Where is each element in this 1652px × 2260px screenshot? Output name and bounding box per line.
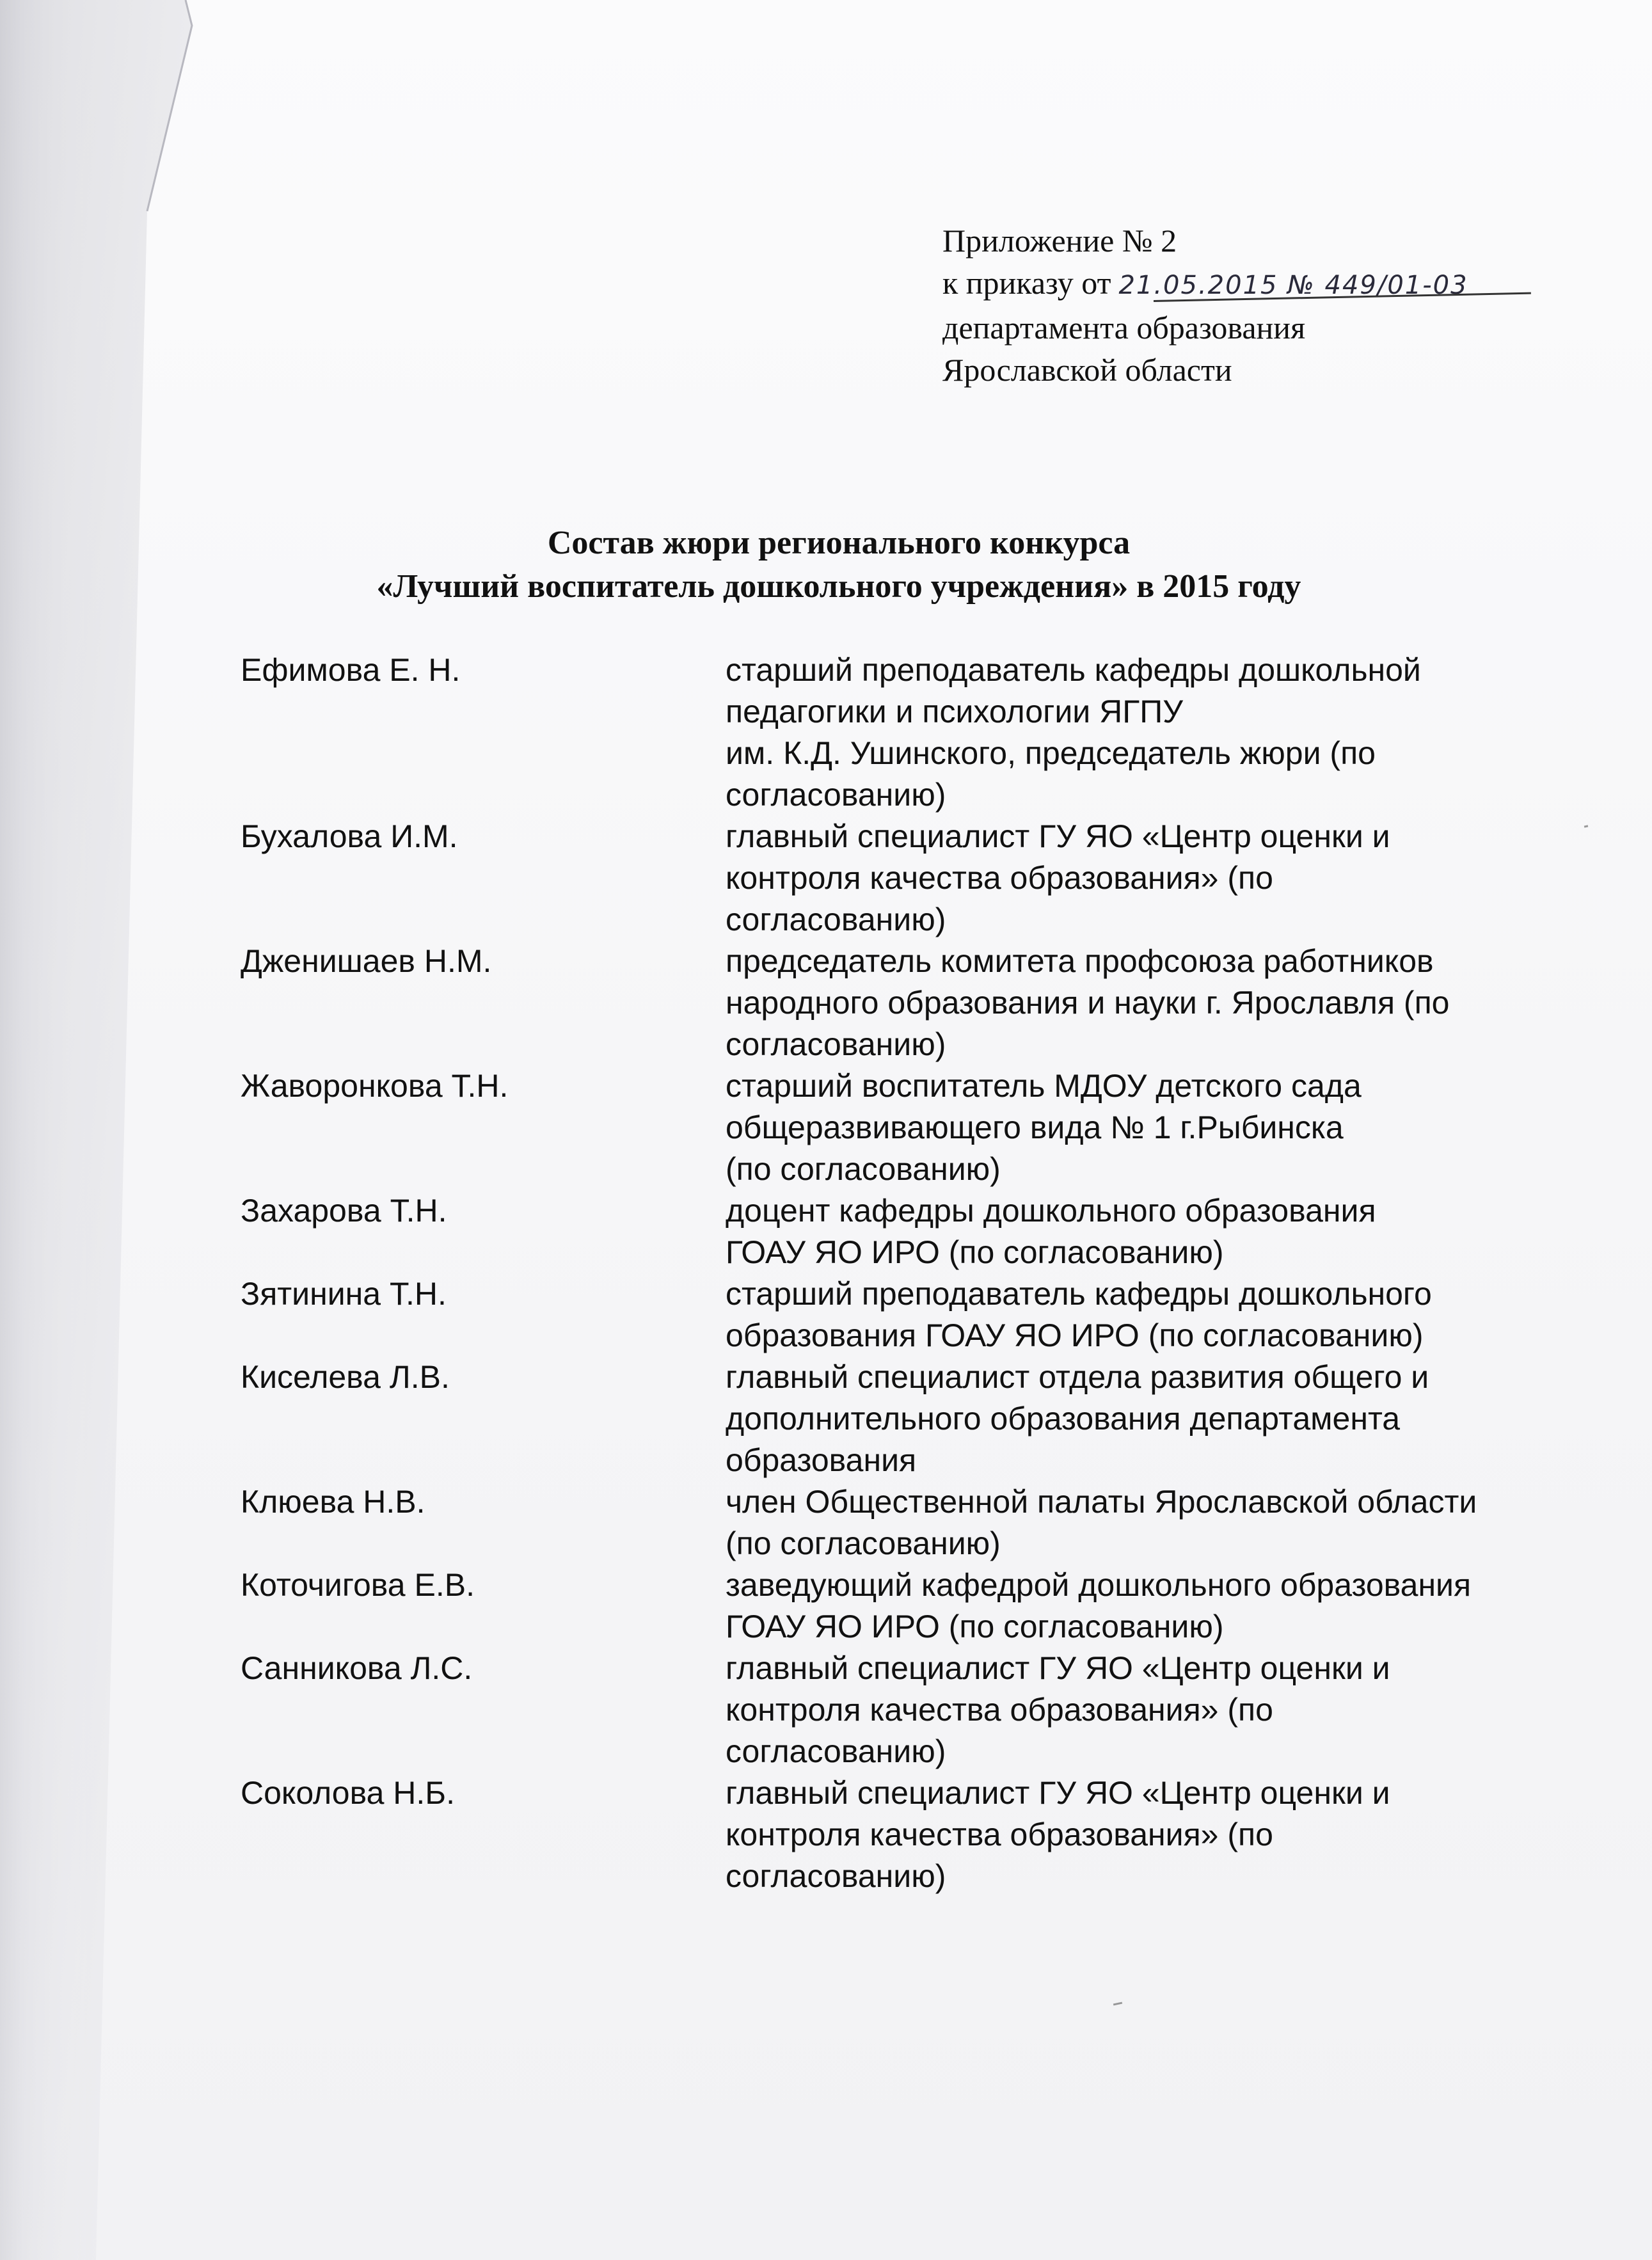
jury-member-role bbox=[726, 941, 1597, 1065]
role-line: старший воспитатель МДОУ детского сада bbox=[726, 1068, 1362, 1104]
jury-member-row bbox=[241, 1481, 1597, 1564]
role-line: согласованию) bbox=[726, 1858, 946, 1894]
role-line: (по согласованию) bbox=[726, 1151, 1001, 1187]
jury-member-role bbox=[726, 1481, 1597, 1564]
document-header bbox=[942, 219, 1468, 391]
jury-member-row bbox=[241, 1273, 1597, 1357]
role-line: дополнительного образования департамента bbox=[726, 1401, 1401, 1436]
jury-member-role bbox=[726, 1564, 1597, 1648]
role-line: ГОАУ ЯО ИРО (по согласованию) bbox=[726, 1234, 1224, 1270]
role-line: доцент кафедры дошкольного образования bbox=[726, 1193, 1376, 1229]
role-line: образования bbox=[726, 1442, 917, 1478]
role-line: согласованию) bbox=[726, 902, 946, 937]
jury-member-name: Киселева Л.В. bbox=[241, 1359, 450, 1395]
role-line: педагогики и психологии ЯГПУ bbox=[726, 694, 1183, 729]
role-line: главный специалист ГУ ЯО «Центр оценки и bbox=[726, 818, 1390, 854]
jury-member-name: Клюева Н.В. bbox=[241, 1484, 425, 1520]
jury-member-row bbox=[241, 649, 1597, 816]
jury-member-role bbox=[726, 1065, 1597, 1190]
jury-member-role bbox=[726, 1273, 1597, 1357]
jury-member-row bbox=[241, 1190, 1597, 1273]
scan-speck bbox=[1113, 2002, 1122, 2006]
jury-member-name: Коточигова Е.В. bbox=[241, 1567, 475, 1603]
role-line: народного образования и науки г. Ярославля (по bbox=[726, 985, 1450, 1021]
role-line: контроля качества образования» (по bbox=[726, 1692, 1273, 1728]
order-prefix: к приказу от bbox=[942, 265, 1111, 301]
jury-member-row bbox=[241, 1065, 1597, 1190]
jury-member-role bbox=[726, 649, 1597, 816]
role-line: главный специалист отдела развития общего и bbox=[726, 1359, 1429, 1395]
order-reference bbox=[942, 262, 1468, 306]
appendix-label: Приложение № 2 bbox=[942, 223, 1177, 259]
jury-member-row bbox=[241, 1648, 1597, 1772]
title-line-2: «Лучший воспитатель дошкольного учреждения» в 2015 году bbox=[376, 568, 1301, 605]
role-line: ГОАУ ЯО ИРО (по согласованию) bbox=[726, 1609, 1224, 1644]
jury-member-row bbox=[241, 1772, 1597, 1897]
role-line: (по согласованию) bbox=[726, 1525, 1001, 1561]
role-line: контроля качества образования» (по bbox=[726, 1817, 1273, 1852]
role-line: главный специалист ГУ ЯО «Центр оценки и bbox=[726, 1650, 1390, 1686]
title-line-1: Состав жюри регионального конкурса bbox=[547, 525, 1131, 561]
jury-member-role bbox=[726, 816, 1597, 941]
role-line: согласованию) bbox=[726, 1733, 946, 1769]
jury-member-name: Бухалова И.М. bbox=[241, 818, 458, 854]
jury-member-name: Соколова Н.Б. bbox=[241, 1775, 456, 1811]
role-line: председатель комитета профсоюза работников bbox=[726, 943, 1434, 979]
role-line: им. К.Д. Ушинского, председатель жюри (по bbox=[726, 735, 1376, 771]
role-line: образования ГОАУ ЯО ИРО (по согласованию) bbox=[726, 1317, 1424, 1353]
document-title bbox=[0, 521, 1652, 609]
jury-member-row bbox=[241, 816, 1597, 941]
jury-member-name: Зятинина Т.Н. bbox=[241, 1276, 447, 1312]
jury-member-row bbox=[241, 941, 1597, 1065]
jury-member-name: Дженишаев Н.М. bbox=[241, 943, 492, 979]
role-line: старший преподаватель кафедры дошкольного bbox=[726, 1276, 1432, 1312]
role-line: член Общественной палаты Ярославской области bbox=[726, 1484, 1477, 1520]
handwritten-order-date-number: 21.05.2015 № 449/01-03 bbox=[1118, 271, 1468, 300]
jury-member-name: Жаворонкова Т.Н. bbox=[241, 1068, 509, 1104]
jury-member-role bbox=[726, 1190, 1597, 1273]
role-line: контроля качества образования» (по bbox=[726, 860, 1273, 896]
jury-member-role bbox=[726, 1772, 1597, 1897]
jury-member-name: Санникова Л.С. bbox=[241, 1650, 473, 1686]
jury-member-role bbox=[726, 1357, 1597, 1481]
role-line: заведующий кафедрой дошкольного образования bbox=[726, 1567, 1472, 1603]
jury-member-name: Захарова Т.Н. bbox=[241, 1193, 447, 1229]
jury-member-role bbox=[726, 1648, 1597, 1772]
role-line: согласованию) bbox=[726, 1026, 946, 1062]
jury-member-row bbox=[241, 1564, 1597, 1648]
jury-list bbox=[241, 649, 1597, 1897]
role-line: согласованию) bbox=[726, 777, 946, 813]
role-line: старший преподаватель кафедры дошкольной bbox=[726, 652, 1421, 688]
region-name: Ярославской области bbox=[942, 352, 1232, 388]
role-line: главный специалист ГУ ЯО «Центр оценки и bbox=[726, 1775, 1390, 1811]
role-line: общеразвивающего вида № 1 г.Рыбинска bbox=[726, 1110, 1344, 1145]
department-name: департамента образования bbox=[942, 310, 1306, 346]
jury-member-row bbox=[241, 1357, 1597, 1481]
jury-member-name: Ефимова Е. Н. bbox=[241, 652, 461, 688]
